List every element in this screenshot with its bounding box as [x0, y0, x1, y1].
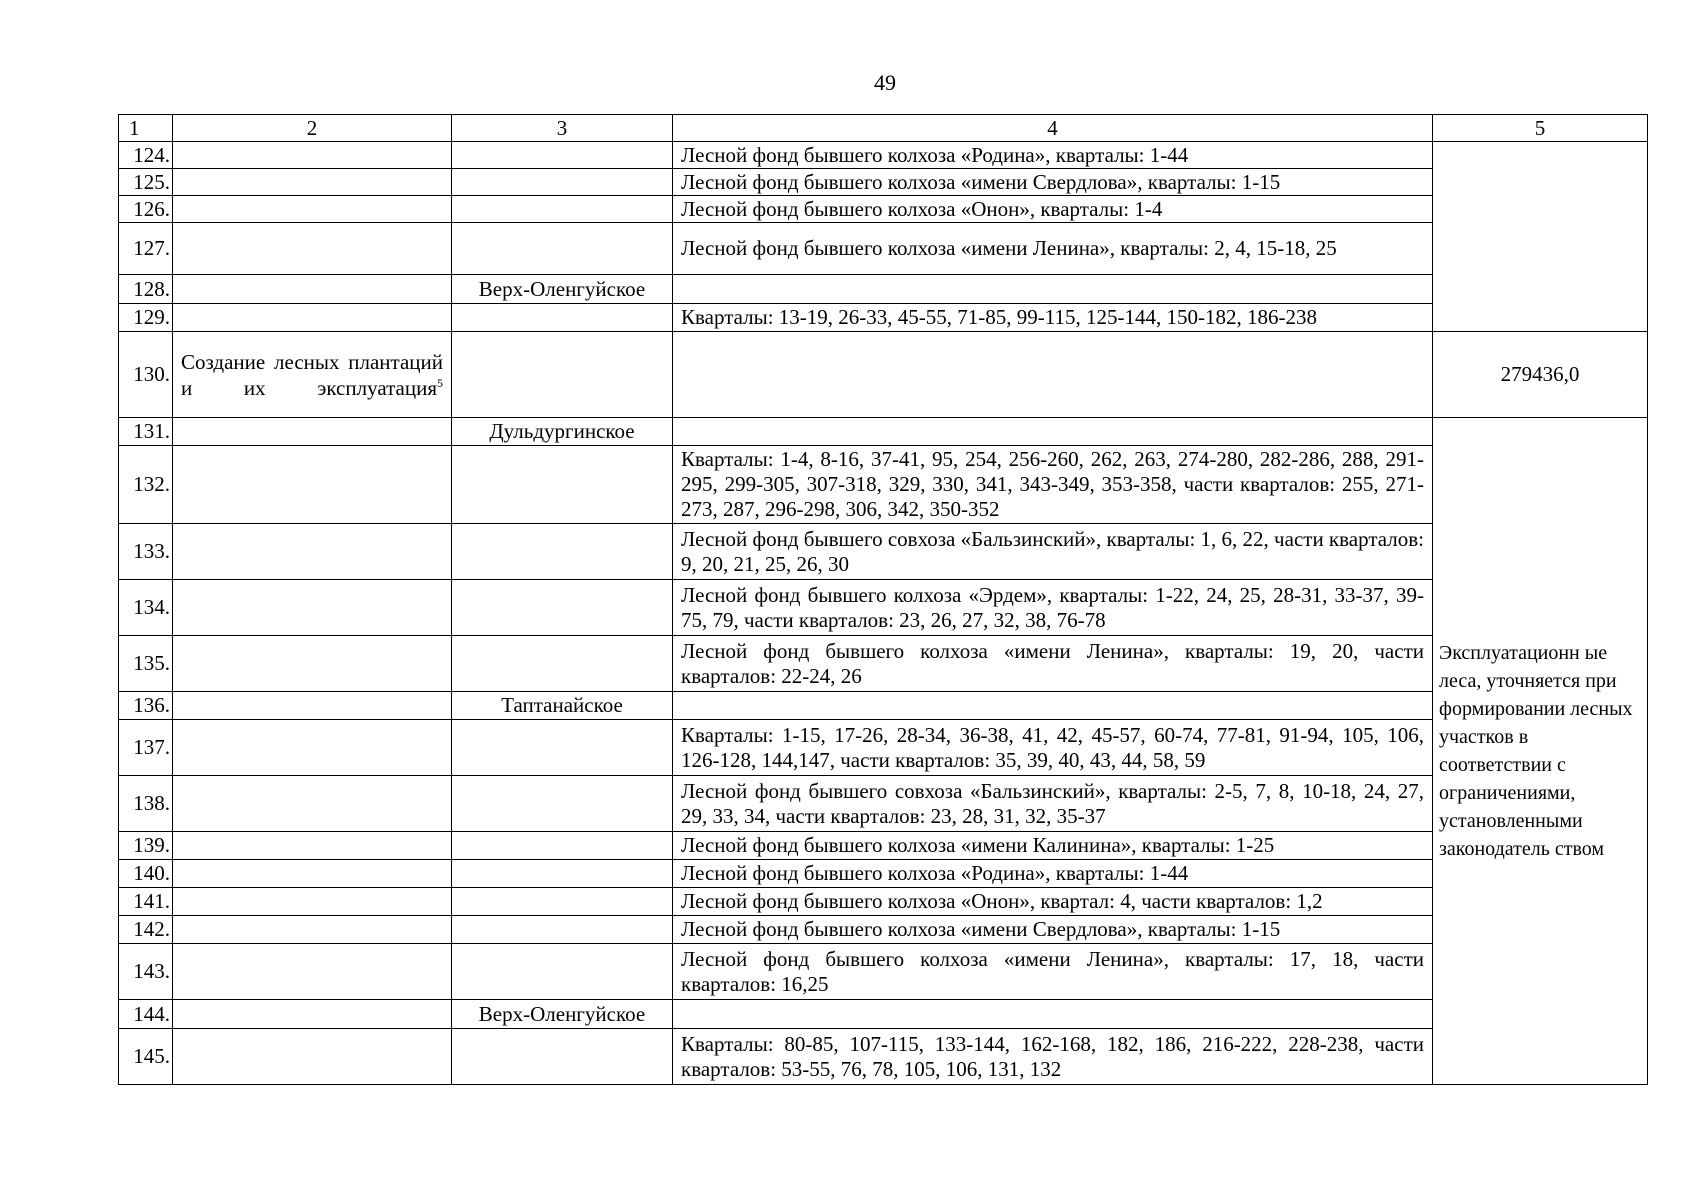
cell-activity	[173, 832, 452, 860]
cell-area-value: 279436,0	[1433, 332, 1648, 418]
table-row	[119, 776, 1648, 832]
table-row	[119, 446, 1648, 524]
cell-district: Верх-Оленгуйское	[452, 275, 673, 304]
cell-quarters: Лесной фонд бывшего совхоза «Бальзинский», кварталы: 2-5, 7, 8, 10-18, 24, 27, 29, 33, 34, части кварталов: 23, 28, 31, 32, 35-37	[673, 776, 1433, 832]
cell-activity	[173, 524, 452, 580]
row-number: 144.	[119, 1000, 173, 1029]
table-row	[119, 832, 1648, 860]
table-row	[119, 916, 1648, 944]
cell-activity	[173, 1029, 452, 1085]
activity-text: Создание лесных плантаций и их эксплуатация	[181, 349, 443, 400]
table-row	[119, 275, 1648, 304]
cell-district	[452, 860, 673, 888]
row-number: 132.	[119, 446, 173, 524]
cell-quarters	[673, 418, 1433, 446]
cell-quarters: Лесной фонд бывшего колхоза «Онон», кварталы: 1-4	[673, 196, 1433, 223]
cell-activity	[173, 275, 452, 304]
cell-activity	[173, 304, 452, 332]
cell-activity	[173, 860, 452, 888]
row-number: 131.	[119, 418, 173, 446]
cell-district	[452, 446, 673, 524]
table-header-row	[119, 115, 1648, 142]
cell-quarters: Лесной фонд бывшего колхоза «имени Калинина», кварталы: 1-25	[673, 832, 1433, 860]
cell-activity	[173, 580, 452, 636]
cell-district	[452, 304, 673, 332]
cell-quarters: Лесной фонд бывшего колхоза «имени Свердлова», кварталы: 1-15	[673, 169, 1433, 196]
cell-quarters: Лесной фонд бывшего колхоза «имени Ленина», кварталы: 19, 20, части кварталов: 22-24, 26	[673, 636, 1433, 692]
cell-district: Верх-Оленгуйское	[452, 1000, 673, 1029]
cell-district	[452, 888, 673, 916]
cell-district	[452, 223, 673, 275]
cell-activity	[173, 944, 452, 1000]
cell-quarters: Лесной фонд бывшего колхоза «Родина», кварталы: 1-44	[673, 860, 1433, 888]
row-number: 139.	[119, 832, 173, 860]
row-number: 127.	[119, 223, 173, 275]
cell-quarters: Лесной фонд бывшего совхоза «Бальзинский», кварталы: 1, 6, 22, части кварталов: 9, 20, 21, 25, 26, 30	[673, 524, 1433, 580]
cell-quarters: Кварталы: 80-85, 107-115, 133-144, 162-168, 182, 186, 216-222, 228-238, части кварталов: 53-55, 76, 78, 105, 106, 131, 132	[673, 1029, 1433, 1085]
row-number: 145.	[119, 1029, 173, 1085]
header-col-1: 1	[119, 115, 173, 142]
row-number: 129.	[119, 304, 173, 332]
cell-activity	[173, 223, 452, 275]
row-number: 137.	[119, 720, 173, 776]
table-row	[119, 580, 1648, 636]
cell-district	[452, 916, 673, 944]
cell-quarters	[673, 1000, 1433, 1029]
cell-activity	[173, 636, 452, 692]
table-row	[119, 1029, 1648, 1085]
cell-quarters: Кварталы: 1-4, 8-16, 37-41, 95, 254, 256-260, 262, 263, 274-280, 282-286, 288, 291-295, 299-305, 307-318, 329, 330, 341, 343-349, 353-358, части кварталов: 255, 271-273, 287, 296-298, 306, 342, 350-352	[673, 446, 1433, 524]
forest-plan-table	[118, 114, 1648, 1085]
cell-district	[452, 832, 673, 860]
cell-forest-note: Эксплуатационн ые леса, уточняется при формировании лесных участков в соответствии с ограничениями, установленными законодатель ством	[1433, 418, 1648, 1085]
table-row	[119, 332, 1648, 418]
row-number: 138.	[119, 776, 173, 832]
table-row	[119, 888, 1648, 916]
cell-activity	[173, 418, 452, 446]
row-number: 142.	[119, 916, 173, 944]
table-row	[119, 1000, 1648, 1029]
cell-quarters: Лесной фонд бывшего колхоза «Эрдем», кварталы: 1-22, 24, 25, 28-31, 33-37, 39-75, 79, части кварталов: 23, 26, 27, 32, 38, 76-78	[673, 580, 1433, 636]
header-col-2: 2	[173, 115, 452, 142]
header-col-5: 5	[1433, 115, 1648, 142]
header-col-3: 3	[452, 115, 673, 142]
row-number: 126.	[119, 196, 173, 223]
cell-district	[452, 196, 673, 223]
table-row	[119, 692, 1648, 720]
table-row	[119, 418, 1648, 446]
cell-activity	[173, 169, 452, 196]
cell-activity	[173, 332, 452, 418]
cell-district	[452, 580, 673, 636]
row-number: 134.	[119, 580, 173, 636]
table-row	[119, 944, 1648, 1000]
cell-quarters: Лесной фонд бывшего колхоза «имени Ленина», кварталы: 2, 4, 15-18, 25	[673, 223, 1433, 275]
cell-district	[452, 332, 673, 418]
row-number: 140.	[119, 860, 173, 888]
cell-quarters	[673, 692, 1433, 720]
cell-quarters: Лесной фонд бывшего колхоза «Родина», кварталы: 1-44	[673, 142, 1433, 169]
cell-activity	[173, 1000, 452, 1029]
row-number: 124.	[119, 142, 173, 169]
cell-quarters: Кварталы: 1-15, 17-26, 28-34, 36-38, 41, 42, 45-57, 60-74, 77-81, 91-94, 105, 106, 126-128, 144,147, части кварталов: 35, 39, 40, 43, 44, 58, 59	[673, 720, 1433, 776]
header-col-4: 4	[673, 115, 1433, 142]
cell-district	[452, 142, 673, 169]
table-row	[119, 304, 1648, 332]
cell-activity	[173, 888, 452, 916]
cell-activity	[173, 446, 452, 524]
table-row	[119, 169, 1648, 196]
cell-activity	[173, 196, 452, 223]
table-row	[119, 860, 1648, 888]
page-number: 49	[874, 70, 896, 95]
cell-district: Таптанайское	[452, 692, 673, 720]
cell-quarters: Лесной фонд бывшего колхоза «имени Ленина», кварталы: 17, 18, части кварталов: 16,25	[673, 944, 1433, 1000]
cell-activity	[173, 142, 452, 169]
table-row	[119, 524, 1648, 580]
cell-quarters	[673, 275, 1433, 304]
cell-col5	[1433, 142, 1648, 332]
cell-district: Дульдургинское	[452, 418, 673, 446]
cell-district	[452, 169, 673, 196]
table-row	[119, 720, 1648, 776]
cell-quarters	[673, 332, 1433, 418]
row-number: 128.	[119, 275, 173, 304]
row-number: 125.	[119, 169, 173, 196]
table-row	[119, 142, 1648, 169]
cell-district	[452, 944, 673, 1000]
table-row	[119, 196, 1648, 223]
cell-quarters: Лесной фонд бывшего колхоза «Онон», квартал: 4, части кварталов: 1,2	[673, 888, 1433, 916]
cell-activity	[173, 916, 452, 944]
table-row	[119, 223, 1648, 275]
row-number: 133.	[119, 524, 173, 580]
row-number: 136.	[119, 692, 173, 720]
cell-district	[452, 636, 673, 692]
footnote-mark: 5	[437, 375, 443, 390]
row-number: 135.	[119, 636, 173, 692]
cell-district	[452, 1029, 673, 1085]
cell-district	[452, 524, 673, 580]
cell-quarters: Лесной фонд бывшего колхоза «имени Свердлова», кварталы: 1-15	[673, 916, 1433, 944]
cell-district	[452, 720, 673, 776]
cell-quarters: Кварталы: 13-19, 26-33, 45-55, 71-85, 99-115, 125-144, 150-182, 186-238	[673, 304, 1433, 332]
cell-activity	[173, 720, 452, 776]
table-row	[119, 636, 1648, 692]
row-number: 130.	[119, 332, 173, 418]
cell-activity	[173, 776, 452, 832]
cell-activity	[173, 692, 452, 720]
row-number: 143.	[119, 944, 173, 1000]
cell-district	[452, 776, 673, 832]
row-number: 141.	[119, 888, 173, 916]
